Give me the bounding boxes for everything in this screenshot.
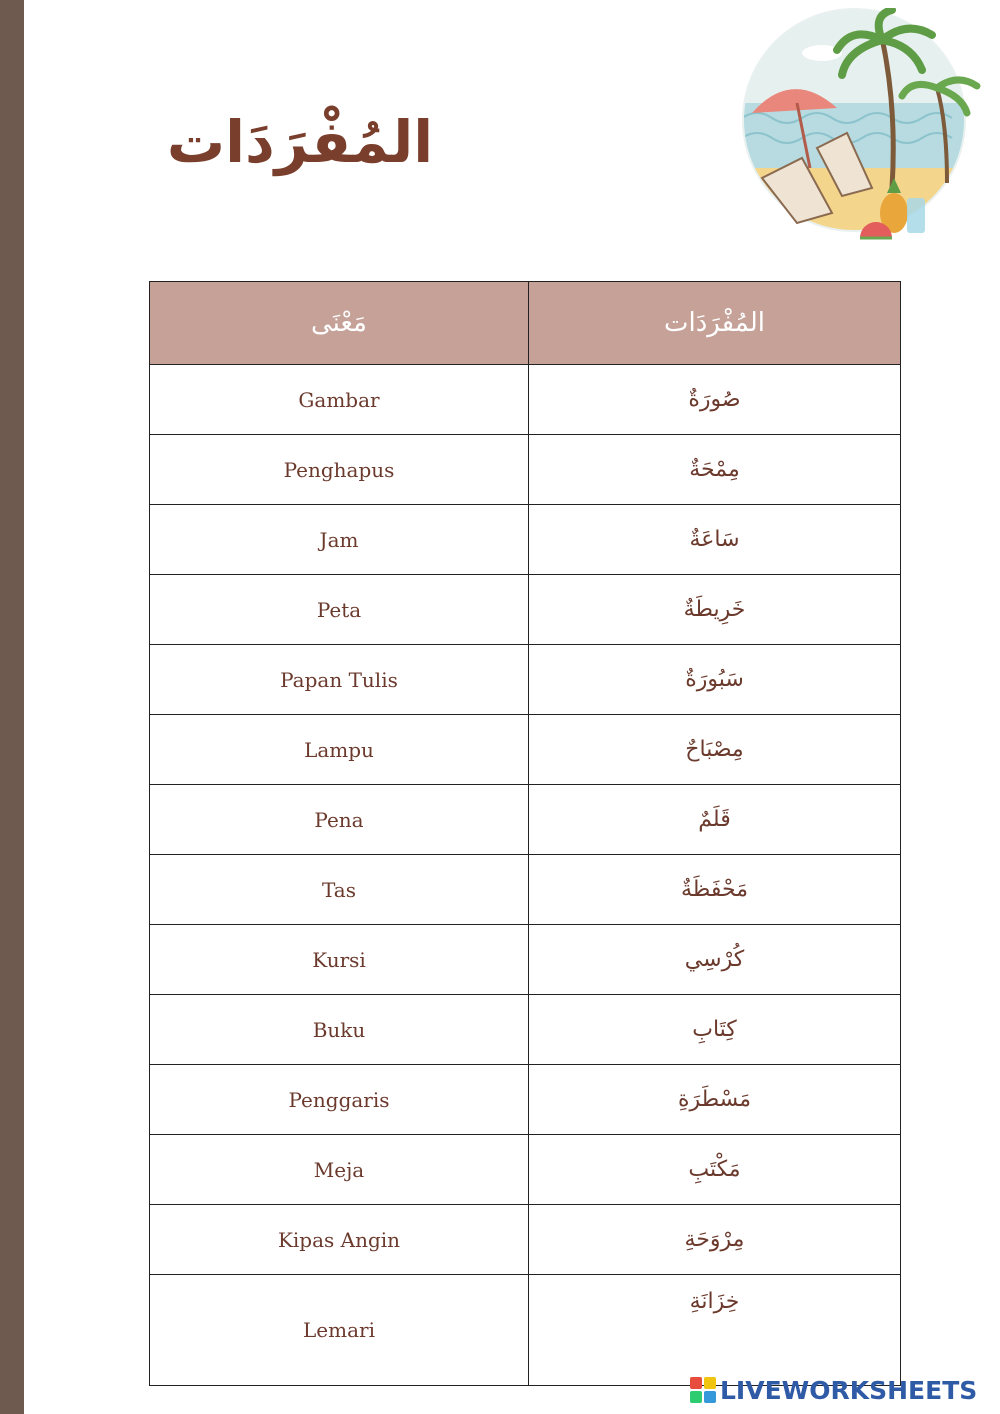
meaning-cell: Peta — [150, 575, 529, 645]
word-cell: خِزَانَةِ — [529, 1275, 901, 1386]
table-row — [150, 855, 901, 925]
meaning-cell: Penghapus — [150, 435, 529, 505]
meaning-cell: Tas — [150, 855, 529, 925]
word-cell: كُرْسِي — [529, 925, 901, 995]
word-cell: كِتَابِ — [529, 995, 901, 1065]
header-word: المُفْرَدَات — [529, 282, 901, 365]
table-row — [150, 1135, 901, 1205]
table-row — [150, 365, 901, 435]
table-row — [150, 715, 901, 785]
meaning-cell: Lampu — [150, 715, 529, 785]
word-cell: قَلَمٌ — [529, 785, 901, 855]
meaning-cell: Gambar — [150, 365, 529, 435]
word-cell: سَبُورَةٌ — [529, 645, 901, 715]
meaning-cell: Kipas Angin — [150, 1205, 529, 1275]
table-row — [150, 505, 901, 575]
meaning-cell: Penggaris — [150, 1065, 529, 1135]
brand-logo — [690, 1374, 990, 1406]
word-cell: مِمْحَةٌ — [529, 435, 901, 505]
page-title: المُفْرَدَات — [166, 108, 434, 176]
meaning-cell: Papan Tulis — [150, 645, 529, 715]
word-cell: صُورَةٌ — [529, 365, 901, 435]
word-cell: مَكْتَبِ — [529, 1135, 901, 1205]
table-row — [150, 995, 901, 1065]
word-cell: مَحْفَظَةٌ — [529, 855, 901, 925]
brand-mark-icon — [690, 1377, 716, 1403]
table-row — [150, 435, 901, 505]
meaning-cell: Meja — [150, 1135, 529, 1205]
side-accent-bar — [0, 0, 24, 1414]
table-row — [150, 645, 901, 715]
table-row — [150, 1065, 901, 1135]
header-meaning: مَعْنَى — [150, 282, 529, 365]
meaning-cell: Pena — [150, 785, 529, 855]
word-cell: سَاعَةٌ — [529, 505, 901, 575]
word-cell: مَسْطَرَةِ — [529, 1065, 901, 1135]
meaning-cell: Kursi — [150, 925, 529, 995]
table-row — [150, 1275, 901, 1386]
table-row — [150, 785, 901, 855]
word-cell: خَرِيطَةٌ — [529, 575, 901, 645]
word-cell: مِرْوَحَةِ — [529, 1205, 901, 1275]
table-header-row — [150, 282, 901, 365]
meaning-cell: Jam — [150, 505, 529, 575]
meaning-cell: Lemari — [150, 1275, 529, 1386]
brand-text: LIVEWORKSHEETS — [720, 1375, 978, 1405]
word-cell: مِصْبَاحٌ — [529, 715, 901, 785]
beach-illustration — [742, 8, 992, 248]
meaning-cell: Buku — [150, 995, 529, 1065]
table-row — [150, 925, 901, 995]
table-row — [150, 575, 901, 645]
table-row — [150, 1205, 901, 1275]
vocabulary-table — [149, 281, 901, 1386]
